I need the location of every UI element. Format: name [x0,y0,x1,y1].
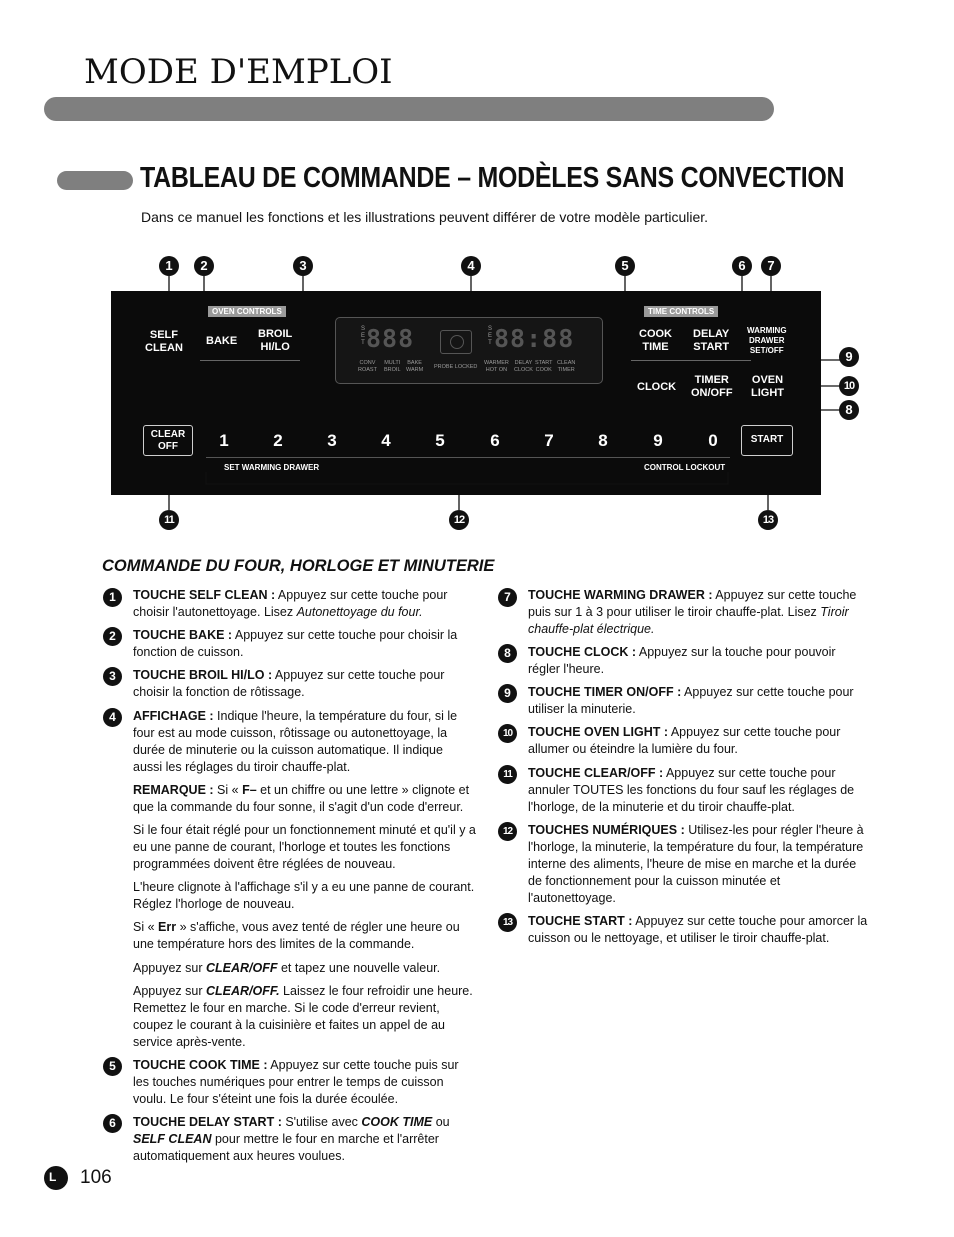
callout-10: 10 [839,376,859,396]
item-self-clean: TOUCHE SELF CLEAN : Appuyez sur cette touche pour choisir l'autonettoyage. Lisez Autonettoyage du four. [133,588,448,619]
item-start: TOUCHE START : Appuyez sur cette touche pour amorcer la cuisson ou le nettoyage, et utiliser le tiroir chauffe-plat. [528,914,868,945]
item-timer: TOUCHE TIMER ON/OFF : Appuyez sur cette touche pour utiliser la minuterie. [528,685,854,716]
item-numeric-keys: TOUCHES NUMÉRIQUES : Utilisez-les pour régler l'heure à l'horloge, la minuterie, la température du four, la température interne des aliments, l'heure de mise en marche et la durée de fonctionnement pour la cuisson minutée et l'autonettoyage. [528,823,864,905]
item-warming-drawer: TOUCHE WARMING DRAWER : Appuyez sur cette touche puis sur 1 à 3 pour utiliser le tiroir chauffe-plat. Lisez Tiroir chauffe-plat électrique. [528,588,857,636]
digit-2-button[interactable]: 2 [273,431,283,450]
digit-9-button[interactable]: 9 [653,431,663,450]
manual-title: MODE D'EMPLOI [84,52,393,92]
callout-11: 11 [159,510,179,530]
display-set-right: S E T [488,326,493,346]
digit-6-button[interactable]: 6 [490,431,500,450]
control-panel-illustration [0,250,954,540]
sub-heading: COMMANDE DU FOUR, HORLOGE ET MINUTERIE [102,557,495,575]
oven-light-button[interactable]: OVEN LIGHT [751,374,784,399]
warming-drawer-button[interactable]: WARMING DRAWER SET/OFF [747,326,787,355]
bullet-1: 1 [103,588,122,607]
digit-4-button[interactable]: 4 [381,431,391,450]
page-number: 106 [80,1167,112,1188]
set-warming-drawer-label: SET WARMING DRAWER [224,463,320,472]
timer-button[interactable]: TIMER ON/OFF [691,374,733,399]
digit-7-button[interactable]: 7 [544,431,554,450]
callout-2: 2 [194,256,214,276]
callout-3: 3 [293,256,313,276]
bullet-13: 13 [498,913,517,932]
item-delay-start: TOUCHE DELAY START : S'utilise avec COOK TIME ou SELF CLEAN pour mettre le four en marche et l'arrêter automatiquement aux heures voulues. [133,1115,450,1163]
lg-logo: L [44,1166,68,1190]
bullet-12: 12 [498,822,517,841]
self-clean-button[interactable]: SELF CLEAN [145,329,183,354]
bake-button[interactable]: BAKE [206,335,238,347]
display-label-multi-broil: MULTI BROIL [384,360,401,373]
err-paragraph: Si « Err » s'affiche, vous avez tenté de régler une heure ou une température hors des limites de la commande. [133,920,460,951]
control-lockout-label: CONTROL LOCKOUT [644,463,726,472]
oven-controls-tag: OVEN CONTROLS [208,306,286,317]
display-label-probe-locked: PROBE LOCKED [434,364,478,370]
intro-text: Dans ce manuel les fonctions et les illustrations peuvent différer de votre modèle particulier. [141,209,709,225]
item-display: AFFICHAGE : Indique l'heure, la température du four, si le four est au mode cuisson, rôtissage ou autonettoyage, la durée de minuterie ou la cuisson automatique. Il indique aussi les réglages du tiroir chauffe-plat. [133,709,458,774]
callout-9: 9 [839,347,859,367]
bullet-9: 9 [498,684,517,703]
display-label-warmer-hot-on: WARMER HOT ON [484,360,509,373]
bullet-11: 11 [498,765,517,784]
callout-12: 12 [449,510,469,530]
section-title: TABLEAU DE COMMANDE – MODÈLES SANS CONVECTION [140,162,845,194]
display-label-start-cook: START COOK [535,360,553,373]
time-controls-tag: TIME CONTROLS [644,306,718,317]
cook-time-button[interactable]: COOK TIME [639,328,672,353]
digit-3-button[interactable]: 3 [327,431,337,450]
display-label-conv-roast: CONV ROAST [358,360,377,373]
bullet-4: 4 [103,708,122,727]
item-cook-time: TOUCHE COOK TIME : Appuyez sur cette touche puis sur les touches numériques pour entrer le temps de cuisson voulu. Le four s'éteint une fois la durée écoulée. [133,1058,459,1106]
item-clear-off: TOUCHE CLEAR/OFF : Appuyez sur cette touche pour annuler TOUTES les fonctions du four sauf les réglages de l'horloge, de la minuterie et du tiroir chauffe-plat. [528,766,855,814]
display-label-clean-timer: CLEAN TIMER [557,360,576,373]
callout-13: 13 [758,510,778,530]
bullet-7: 7 [498,588,517,607]
clear-off-button[interactable]: CLEAR OFF [143,425,193,456]
bullet-8: 8 [498,644,517,663]
item-bake: TOUCHE BAKE : Appuyez sur cette touche pour choisir la fonction de cuisson. [133,628,458,659]
clear-off-paragraph-2: Appuyez sur CLEAR/OFF. Laissez le four refroidir une heure. Remettez le four en marche. Si le code d'erreur revient, coupez le courant à la cuisinière et faites un appel de au service après-vente. [133,984,473,1049]
display-label-delay-clock: DELAY CLOCK [514,360,533,373]
callout-7: 7 [761,256,781,276]
item-clock: TOUCHE CLOCK : Appuyez sur la touche pour pouvoir régler l'heure. [528,645,836,676]
item-oven-light: TOUCHE OVEN LIGHT : Appuyez sur cette touche pour allumer ou éteindre la lumière du four. [528,725,841,756]
section-pill [57,171,133,190]
clear-off-paragraph-1: Appuyez sur CLEAR/OFF et tapez une nouvelle valeur. [133,961,441,975]
display-label-bake-warm: BAKE WARM [406,360,424,373]
digit-0-button[interactable]: 0 [708,431,718,450]
remark-paragraph: REMARQUE : Si « F– et un chiffre ou une lettre » clignote et que la commande du four sonne, il s'agit d'un code d'erreur. [133,783,470,814]
bullet-2: 2 [103,627,122,646]
display-right-digits: 88:88 [494,324,575,353]
callout-1: 1 [159,256,179,276]
clock-button[interactable]: CLOCK [637,381,677,393]
item-broil: TOUCHE BROIL HI/LO : Appuyez sur cette touche pour choisir la fonction de rôtissage. [133,668,445,699]
delay-start-button[interactable]: DELAY START [693,328,730,353]
callout-8: 8 [839,400,859,420]
start-button[interactable]: START [741,425,793,456]
display-set-left: S E T [361,326,366,346]
callout-5: 5 [615,256,635,276]
callout-6: 6 [732,256,752,276]
bullet-5: 5 [103,1057,122,1076]
power-outage-paragraph: Si le four était réglé pour un fonctionnement minuté et qu'il y a eu une panne de courant, l'horloge et toutes les fonctions programmées doivent être réglées de nouveau. [133,823,476,871]
callout-4: 4 [461,256,481,276]
header-bar [44,97,774,121]
bullet-3: 3 [103,667,122,686]
clock-blink-paragraph: L'heure clignote à l'affichage s'il y a eu une panne de courant. Réglez l'horloge de nouveau. [133,880,475,911]
digit-1-button[interactable]: 1 [219,431,229,450]
bullet-6: 6 [103,1114,122,1133]
display-left-digits: 888 [366,324,415,353]
digit-5-button[interactable]: 5 [435,431,445,450]
digit-bracket [0,250,954,540]
broil-button[interactable]: BROIL HI/LO [258,328,293,353]
digit-8-button[interactable]: 8 [598,431,608,450]
bullet-10: 10 [498,724,517,743]
